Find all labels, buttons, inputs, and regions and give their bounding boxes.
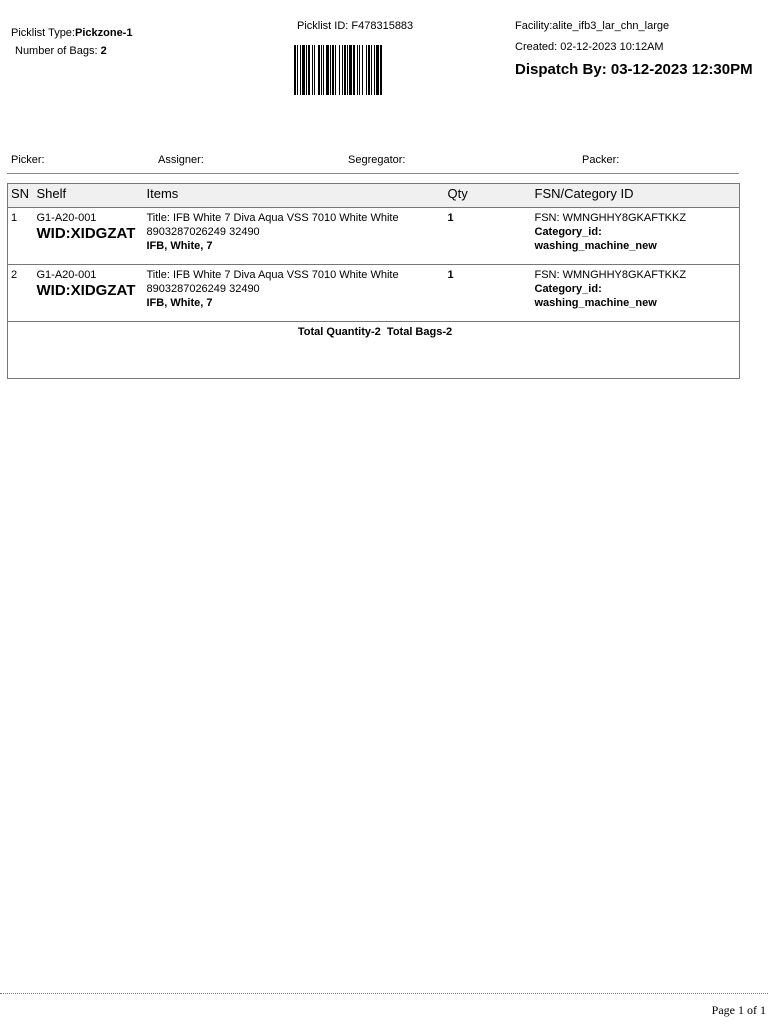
total-row [8, 322, 740, 379]
number-of-bags [15, 45, 107, 57]
table-row [8, 208, 740, 265]
column-header-shelf: Shelf [34, 184, 144, 208]
category-label: Category_id: [534, 283, 602, 295]
column-header-items: Items [144, 184, 445, 208]
segregator-label: Segregator: [348, 154, 406, 166]
item-title: Title: IFB White 7 Diva Aqua VSS 7010 White White [146, 212, 399, 224]
row-qty: 1 [445, 265, 532, 322]
total-summary: Total Quantity-2 Total Bags-2 [297, 326, 453, 338]
fsn-code: FSN: WMNGHHY8GKAFTKKZ [534, 269, 687, 281]
row-qty: 1 [445, 208, 532, 265]
row-shelf [34, 265, 144, 322]
column-header-fsn-category: FSN/Category ID [532, 184, 740, 208]
number-of-bags-value: 2 [100, 45, 107, 57]
number-of-bags-label: Number of Bags: [15, 45, 101, 57]
item-title: Title: IFB White 7 Diva Aqua VSS 7010 White White [146, 269, 399, 281]
table-row [8, 265, 740, 322]
column-header-qty: Qty [445, 184, 532, 208]
fsn-code: FSN: WMNGHHY8GKAFTKKZ [534, 212, 687, 224]
shelf-code: G1-A20-001 [36, 269, 97, 281]
row-sn: 1 [8, 208, 34, 265]
shelf-code: G1-A20-001 [36, 212, 97, 224]
picklist-type-value: Pickzone-1 [75, 27, 133, 39]
row-items [144, 208, 445, 265]
category-label: Category_id: [534, 226, 602, 238]
column-header-sn: SN [8, 184, 34, 208]
wid-code: WID:XIDGZAT [36, 282, 136, 299]
footer-divider [0, 993, 768, 994]
picker-label: Picker: [11, 154, 45, 166]
picklist-type [11, 27, 132, 39]
assigner-label: Assigner: [158, 154, 204, 166]
table-header-row [8, 184, 740, 208]
roles-divider [7, 173, 739, 174]
page-number: Page 1 of 1 [711, 1003, 766, 1017]
item-attributes: IFB, White, 7 [146, 240, 213, 252]
row-fsn-category [532, 265, 740, 322]
picklist-id: Picklist ID: F478315883 [297, 20, 414, 32]
item-attributes: IFB, White, 7 [146, 297, 213, 309]
item-codes: 8903287026249 32490 [146, 226, 260, 238]
row-shelf [34, 208, 144, 265]
row-fsn-category [532, 208, 740, 265]
category-value: washing_machine_new [534, 297, 657, 309]
items-table [7, 183, 740, 379]
item-codes: 8903287026249 32490 [146, 283, 260, 295]
category-value: washing_machine_new [534, 240, 657, 252]
dispatch-by: Dispatch By: 03-12-2023 12:30PM [515, 61, 753, 78]
row-items [144, 265, 445, 322]
created-date: Created: 02-12-2023 10:12AM [515, 41, 664, 53]
picklist-type-label: Picklist Type: [11, 27, 75, 39]
wid-code: WID:XIDGZAT [36, 225, 136, 242]
barcode-image [294, 45, 424, 95]
facility: Facility:alite_ifb3_lar_chn_large [515, 20, 670, 32]
row-sn: 2 [8, 265, 34, 322]
total-cell [8, 322, 740, 379]
packer-label: Packer: [582, 154, 620, 166]
